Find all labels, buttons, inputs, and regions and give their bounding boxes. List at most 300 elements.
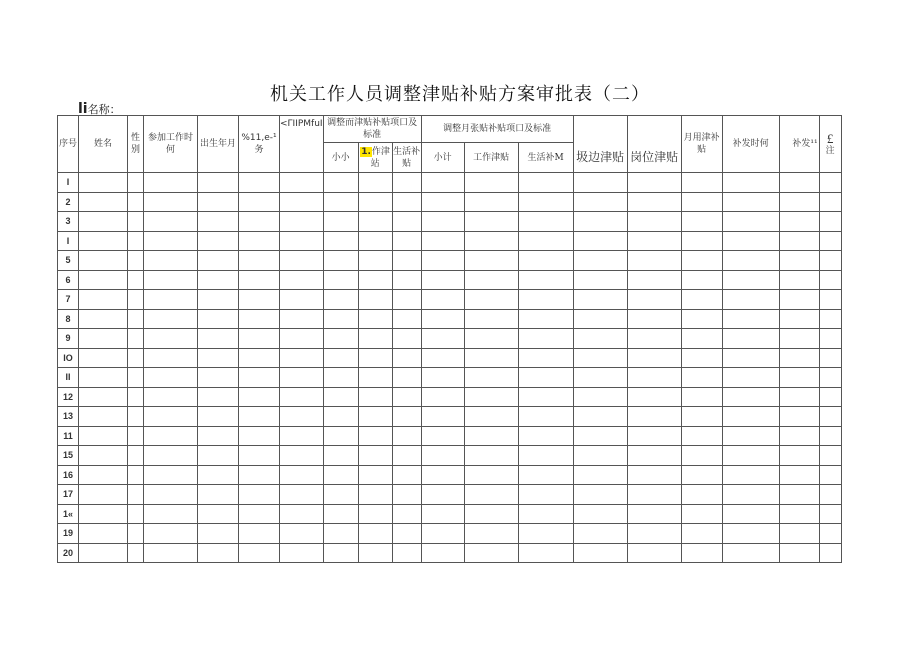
table-cell[interactable] bbox=[464, 348, 518, 368]
table-cell[interactable] bbox=[358, 212, 392, 232]
table-cell[interactable] bbox=[573, 309, 627, 329]
table-cell[interactable] bbox=[464, 290, 518, 310]
table-cell[interactable] bbox=[392, 270, 421, 290]
table-cell[interactable] bbox=[198, 192, 239, 212]
table-cell[interactable] bbox=[573, 465, 627, 485]
table-cell[interactable] bbox=[819, 290, 841, 310]
table-cell[interactable] bbox=[573, 387, 627, 407]
table-cell[interactable] bbox=[518, 348, 573, 368]
table-cell[interactable] bbox=[79, 192, 128, 212]
table-cell[interactable] bbox=[392, 446, 421, 466]
table-cell[interactable] bbox=[392, 309, 421, 329]
table-cell[interactable] bbox=[144, 407, 198, 427]
table-cell[interactable] bbox=[421, 348, 464, 368]
table-cell[interactable] bbox=[627, 485, 681, 505]
table-cell[interactable] bbox=[464, 485, 518, 505]
table-cell[interactable] bbox=[627, 465, 681, 485]
table-cell[interactable] bbox=[198, 524, 239, 544]
table-cell[interactable] bbox=[681, 524, 722, 544]
table-cell[interactable] bbox=[79, 426, 128, 446]
table-cell[interactable] bbox=[198, 290, 239, 310]
table-cell[interactable] bbox=[627, 173, 681, 193]
table-cell[interactable] bbox=[79, 251, 128, 271]
table-cell[interactable] bbox=[239, 446, 280, 466]
table-cell[interactable] bbox=[198, 329, 239, 349]
table-cell[interactable] bbox=[144, 446, 198, 466]
table-cell[interactable] bbox=[144, 270, 198, 290]
table-cell[interactable] bbox=[819, 192, 841, 212]
table-cell[interactable] bbox=[323, 212, 358, 232]
table-cell[interactable] bbox=[198, 504, 239, 524]
table-cell[interactable] bbox=[779, 465, 819, 485]
table-cell[interactable] bbox=[779, 329, 819, 349]
table-cell[interactable] bbox=[518, 504, 573, 524]
table-cell[interactable] bbox=[573, 348, 627, 368]
table-cell[interactable] bbox=[722, 251, 779, 271]
table-cell[interactable] bbox=[421, 368, 464, 388]
table-cell[interactable] bbox=[819, 368, 841, 388]
table-cell[interactable] bbox=[518, 290, 573, 310]
table-cell[interactable] bbox=[518, 309, 573, 329]
table-cell[interactable] bbox=[421, 251, 464, 271]
table-cell[interactable] bbox=[198, 251, 239, 271]
table-cell[interactable] bbox=[518, 368, 573, 388]
table-cell[interactable] bbox=[239, 173, 280, 193]
table-cell[interactable] bbox=[198, 270, 239, 290]
table-cell[interactable] bbox=[681, 270, 722, 290]
table-cell[interactable] bbox=[819, 407, 841, 427]
table-cell[interactable] bbox=[280, 446, 324, 466]
table-cell[interactable] bbox=[518, 524, 573, 544]
table-cell[interactable] bbox=[681, 426, 722, 446]
table-cell[interactable] bbox=[681, 407, 722, 427]
table-cell[interactable] bbox=[79, 270, 128, 290]
table-cell[interactable] bbox=[421, 504, 464, 524]
table-cell[interactable] bbox=[779, 524, 819, 544]
table-cell[interactable] bbox=[518, 270, 573, 290]
table-cell[interactable] bbox=[392, 543, 421, 563]
table-cell[interactable] bbox=[722, 368, 779, 388]
table-cell[interactable] bbox=[681, 504, 722, 524]
table-cell[interactable] bbox=[722, 290, 779, 310]
table-cell[interactable] bbox=[323, 524, 358, 544]
table-cell[interactable] bbox=[573, 426, 627, 446]
table-cell[interactable] bbox=[421, 446, 464, 466]
table-cell[interactable] bbox=[722, 270, 779, 290]
table-cell[interactable] bbox=[358, 524, 392, 544]
table-cell[interactable] bbox=[128, 504, 144, 524]
table-cell[interactable] bbox=[323, 407, 358, 427]
table-cell[interactable] bbox=[128, 231, 144, 251]
table-cell[interactable] bbox=[819, 426, 841, 446]
table-cell[interactable] bbox=[722, 212, 779, 232]
table-cell[interactable] bbox=[722, 426, 779, 446]
table-cell[interactable] bbox=[323, 290, 358, 310]
table-cell[interactable] bbox=[392, 485, 421, 505]
table-cell[interactable] bbox=[464, 309, 518, 329]
table-cell[interactable] bbox=[627, 309, 681, 329]
table-cell[interactable] bbox=[681, 368, 722, 388]
table-cell[interactable] bbox=[239, 212, 280, 232]
table-cell[interactable] bbox=[722, 504, 779, 524]
table-cell[interactable] bbox=[239, 465, 280, 485]
table-cell[interactable] bbox=[79, 309, 128, 329]
table-cell[interactable] bbox=[573, 173, 627, 193]
table-cell[interactable] bbox=[573, 251, 627, 271]
table-cell[interactable] bbox=[128, 387, 144, 407]
table-cell[interactable] bbox=[239, 426, 280, 446]
table-cell[interactable] bbox=[128, 290, 144, 310]
table-cell[interactable] bbox=[144, 485, 198, 505]
table-cell[interactable] bbox=[573, 485, 627, 505]
table-cell[interactable] bbox=[573, 524, 627, 544]
table-cell[interactable] bbox=[280, 251, 324, 271]
table-cell[interactable] bbox=[79, 524, 128, 544]
table-cell[interactable] bbox=[819, 309, 841, 329]
table-cell[interactable] bbox=[819, 504, 841, 524]
table-cell[interactable] bbox=[358, 309, 392, 329]
table-cell[interactable] bbox=[79, 543, 128, 563]
table-cell[interactable] bbox=[280, 270, 324, 290]
table-cell[interactable] bbox=[79, 485, 128, 505]
table-cell[interactable] bbox=[464, 173, 518, 193]
table-cell[interactable] bbox=[779, 348, 819, 368]
table-cell[interactable] bbox=[128, 543, 144, 563]
table-cell[interactable] bbox=[198, 387, 239, 407]
table-cell[interactable] bbox=[79, 368, 128, 388]
table-cell[interactable] bbox=[779, 231, 819, 251]
table-cell[interactable] bbox=[79, 465, 128, 485]
table-cell[interactable] bbox=[280, 426, 324, 446]
table-cell[interactable] bbox=[323, 329, 358, 349]
table-cell[interactable] bbox=[421, 173, 464, 193]
table-cell[interactable] bbox=[323, 446, 358, 466]
table-cell[interactable] bbox=[392, 251, 421, 271]
table-cell[interactable] bbox=[239, 543, 280, 563]
table-cell[interactable] bbox=[392, 368, 421, 388]
table-cell[interactable] bbox=[627, 543, 681, 563]
table-cell[interactable] bbox=[518, 465, 573, 485]
table-cell[interactable] bbox=[323, 348, 358, 368]
table-cell[interactable] bbox=[239, 387, 280, 407]
table-cell[interactable] bbox=[518, 446, 573, 466]
table-cell[interactable] bbox=[518, 251, 573, 271]
table-cell[interactable] bbox=[421, 192, 464, 212]
table-cell[interactable] bbox=[573, 368, 627, 388]
table-cell[interactable] bbox=[779, 192, 819, 212]
table-cell[interactable] bbox=[323, 485, 358, 505]
table-cell[interactable] bbox=[358, 290, 392, 310]
table-cell[interactable] bbox=[819, 387, 841, 407]
table-cell[interactable] bbox=[358, 231, 392, 251]
table-cell[interactable] bbox=[779, 173, 819, 193]
table-cell[interactable] bbox=[323, 251, 358, 271]
table-cell[interactable] bbox=[627, 446, 681, 466]
table-cell[interactable] bbox=[464, 192, 518, 212]
table-cell[interactable] bbox=[198, 485, 239, 505]
table-cell[interactable] bbox=[392, 290, 421, 310]
table-cell[interactable] bbox=[239, 348, 280, 368]
table-cell[interactable] bbox=[239, 192, 280, 212]
table-cell[interactable] bbox=[464, 387, 518, 407]
table-cell[interactable] bbox=[518, 543, 573, 563]
table-cell[interactable] bbox=[819, 231, 841, 251]
table-cell[interactable] bbox=[464, 329, 518, 349]
table-cell[interactable] bbox=[198, 426, 239, 446]
table-cell[interactable] bbox=[573, 446, 627, 466]
table-cell[interactable] bbox=[128, 485, 144, 505]
table-cell[interactable] bbox=[358, 173, 392, 193]
table-cell[interactable] bbox=[518, 329, 573, 349]
table-cell[interactable] bbox=[239, 290, 280, 310]
table-cell[interactable] bbox=[144, 192, 198, 212]
table-cell[interactable] bbox=[79, 329, 128, 349]
table-cell[interactable] bbox=[323, 387, 358, 407]
table-cell[interactable] bbox=[779, 387, 819, 407]
table-cell[interactable] bbox=[280, 212, 324, 232]
table-cell[interactable] bbox=[144, 465, 198, 485]
table-cell[interactable] bbox=[323, 543, 358, 563]
table-cell[interactable] bbox=[392, 524, 421, 544]
table-cell[interactable] bbox=[144, 173, 198, 193]
table-cell[interactable] bbox=[280, 290, 324, 310]
table-cell[interactable] bbox=[464, 426, 518, 446]
table-cell[interactable] bbox=[280, 173, 324, 193]
table-cell[interactable] bbox=[239, 329, 280, 349]
table-cell[interactable] bbox=[573, 543, 627, 563]
table-cell[interactable] bbox=[198, 407, 239, 427]
table-cell[interactable] bbox=[779, 407, 819, 427]
table-cell[interactable] bbox=[681, 387, 722, 407]
table-cell[interactable] bbox=[819, 212, 841, 232]
table-cell[interactable] bbox=[392, 173, 421, 193]
table-cell[interactable] bbox=[779, 485, 819, 505]
table-cell[interactable] bbox=[198, 368, 239, 388]
table-cell[interactable] bbox=[421, 407, 464, 427]
table-cell[interactable] bbox=[198, 212, 239, 232]
table-cell[interactable] bbox=[681, 348, 722, 368]
table-cell[interactable] bbox=[819, 485, 841, 505]
table-cell[interactable] bbox=[722, 407, 779, 427]
table-cell[interactable] bbox=[681, 543, 722, 563]
table-cell[interactable] bbox=[198, 173, 239, 193]
table-cell[interactable] bbox=[128, 348, 144, 368]
table-cell[interactable] bbox=[779, 368, 819, 388]
table-cell[interactable] bbox=[198, 231, 239, 251]
table-cell[interactable] bbox=[144, 251, 198, 271]
table-cell[interactable] bbox=[722, 231, 779, 251]
table-cell[interactable] bbox=[518, 231, 573, 251]
table-cell[interactable] bbox=[128, 329, 144, 349]
table-cell[interactable] bbox=[681, 485, 722, 505]
table-cell[interactable] bbox=[421, 231, 464, 251]
table-cell[interactable] bbox=[681, 309, 722, 329]
table-cell[interactable] bbox=[239, 309, 280, 329]
table-cell[interactable] bbox=[79, 407, 128, 427]
table-cell[interactable] bbox=[421, 270, 464, 290]
table-cell[interactable] bbox=[421, 212, 464, 232]
table-cell[interactable] bbox=[144, 368, 198, 388]
table-cell[interactable] bbox=[280, 329, 324, 349]
table-cell[interactable] bbox=[358, 387, 392, 407]
table-cell[interactable] bbox=[144, 543, 198, 563]
table-cell[interactable] bbox=[280, 543, 324, 563]
table-cell[interactable] bbox=[79, 446, 128, 466]
table-cell[interactable] bbox=[779, 309, 819, 329]
table-cell[interactable] bbox=[819, 251, 841, 271]
table-cell[interactable] bbox=[421, 465, 464, 485]
table-cell[interactable] bbox=[464, 231, 518, 251]
table-cell[interactable] bbox=[681, 212, 722, 232]
table-cell[interactable] bbox=[239, 524, 280, 544]
table-cell[interactable] bbox=[144, 504, 198, 524]
table-cell[interactable] bbox=[358, 426, 392, 446]
table-cell[interactable] bbox=[280, 387, 324, 407]
table-cell[interactable] bbox=[464, 524, 518, 544]
table-cell[interactable] bbox=[819, 446, 841, 466]
table-cell[interactable] bbox=[518, 485, 573, 505]
table-cell[interactable] bbox=[464, 368, 518, 388]
table-cell[interactable] bbox=[681, 251, 722, 271]
table-cell[interactable] bbox=[681, 446, 722, 466]
table-cell[interactable] bbox=[392, 212, 421, 232]
table-cell[interactable] bbox=[421, 329, 464, 349]
table-cell[interactable] bbox=[323, 309, 358, 329]
table-cell[interactable] bbox=[323, 504, 358, 524]
table-cell[interactable] bbox=[392, 465, 421, 485]
table-cell[interactable] bbox=[239, 485, 280, 505]
table-cell[interactable] bbox=[392, 426, 421, 446]
table-cell[interactable] bbox=[79, 290, 128, 310]
table-cell[interactable] bbox=[421, 387, 464, 407]
table-cell[interactable] bbox=[573, 329, 627, 349]
table-cell[interactable] bbox=[392, 192, 421, 212]
table-cell[interactable] bbox=[518, 387, 573, 407]
table-cell[interactable] bbox=[239, 251, 280, 271]
table-cell[interactable] bbox=[573, 407, 627, 427]
table-cell[interactable] bbox=[722, 192, 779, 212]
table-cell[interactable] bbox=[128, 173, 144, 193]
table-cell[interactable] bbox=[627, 231, 681, 251]
table-cell[interactable] bbox=[358, 329, 392, 349]
table-cell[interactable] bbox=[198, 465, 239, 485]
table-cell[interactable] bbox=[198, 348, 239, 368]
table-cell[interactable] bbox=[464, 270, 518, 290]
table-cell[interactable] bbox=[779, 212, 819, 232]
table-cell[interactable] bbox=[358, 270, 392, 290]
table-cell[interactable] bbox=[358, 251, 392, 271]
table-cell[interactable] bbox=[144, 348, 198, 368]
table-cell[interactable] bbox=[464, 504, 518, 524]
table-cell[interactable] bbox=[819, 329, 841, 349]
table-cell[interactable] bbox=[421, 485, 464, 505]
table-cell[interactable] bbox=[280, 407, 324, 427]
table-cell[interactable] bbox=[722, 348, 779, 368]
table-cell[interactable] bbox=[323, 426, 358, 446]
table-cell[interactable] bbox=[573, 192, 627, 212]
table-cell[interactable] bbox=[421, 290, 464, 310]
table-cell[interactable] bbox=[358, 504, 392, 524]
table-cell[interactable] bbox=[280, 524, 324, 544]
table-cell[interactable] bbox=[573, 270, 627, 290]
table-cell[interactable] bbox=[681, 329, 722, 349]
table-cell[interactable] bbox=[323, 270, 358, 290]
table-cell[interactable] bbox=[627, 192, 681, 212]
table-cell[interactable] bbox=[722, 446, 779, 466]
table-cell[interactable] bbox=[128, 407, 144, 427]
table-cell[interactable] bbox=[819, 173, 841, 193]
table-cell[interactable] bbox=[627, 270, 681, 290]
table-cell[interactable] bbox=[198, 309, 239, 329]
table-cell[interactable] bbox=[819, 524, 841, 544]
table-cell[interactable] bbox=[518, 212, 573, 232]
table-cell[interactable] bbox=[280, 309, 324, 329]
table-cell[interactable] bbox=[144, 290, 198, 310]
table-cell[interactable] bbox=[239, 270, 280, 290]
table-cell[interactable] bbox=[819, 543, 841, 563]
table-cell[interactable] bbox=[518, 192, 573, 212]
table-cell[interactable] bbox=[681, 290, 722, 310]
table-cell[interactable] bbox=[128, 426, 144, 446]
table-cell[interactable] bbox=[280, 231, 324, 251]
table-cell[interactable] bbox=[358, 348, 392, 368]
table-cell[interactable] bbox=[358, 485, 392, 505]
table-cell[interactable] bbox=[722, 329, 779, 349]
table-cell[interactable] bbox=[779, 270, 819, 290]
table-cell[interactable] bbox=[573, 231, 627, 251]
table-cell[interactable] bbox=[128, 192, 144, 212]
table-cell[interactable] bbox=[722, 387, 779, 407]
table-cell[interactable] bbox=[681, 192, 722, 212]
table-cell[interactable] bbox=[421, 543, 464, 563]
table-cell[interactable] bbox=[144, 309, 198, 329]
table-cell[interactable] bbox=[627, 329, 681, 349]
table-cell[interactable] bbox=[421, 426, 464, 446]
table-cell[interactable] bbox=[128, 465, 144, 485]
table-cell[interactable] bbox=[280, 192, 324, 212]
table-cell[interactable] bbox=[280, 485, 324, 505]
table-cell[interactable] bbox=[464, 407, 518, 427]
table-cell[interactable] bbox=[392, 407, 421, 427]
table-cell[interactable] bbox=[627, 524, 681, 544]
table-cell[interactable] bbox=[144, 426, 198, 446]
table-cell[interactable] bbox=[779, 504, 819, 524]
table-cell[interactable] bbox=[819, 465, 841, 485]
table-cell[interactable] bbox=[573, 290, 627, 310]
table-cell[interactable] bbox=[819, 348, 841, 368]
table-cell[interactable] bbox=[779, 290, 819, 310]
table-cell[interactable] bbox=[722, 173, 779, 193]
table-cell[interactable] bbox=[239, 368, 280, 388]
table-cell[interactable] bbox=[323, 231, 358, 251]
table-cell[interactable] bbox=[128, 270, 144, 290]
table-cell[interactable] bbox=[144, 329, 198, 349]
table-cell[interactable] bbox=[358, 465, 392, 485]
table-cell[interactable] bbox=[280, 504, 324, 524]
table-cell[interactable] bbox=[323, 368, 358, 388]
table-cell[interactable] bbox=[392, 504, 421, 524]
table-cell[interactable] bbox=[79, 348, 128, 368]
table-cell[interactable] bbox=[573, 212, 627, 232]
table-cell[interactable] bbox=[627, 212, 681, 232]
table-cell[interactable] bbox=[722, 465, 779, 485]
table-cell[interactable] bbox=[358, 407, 392, 427]
table-cell[interactable] bbox=[392, 387, 421, 407]
table-cell[interactable] bbox=[518, 173, 573, 193]
table-cell[interactable] bbox=[239, 407, 280, 427]
table-cell[interactable] bbox=[464, 465, 518, 485]
table-cell[interactable] bbox=[779, 446, 819, 466]
